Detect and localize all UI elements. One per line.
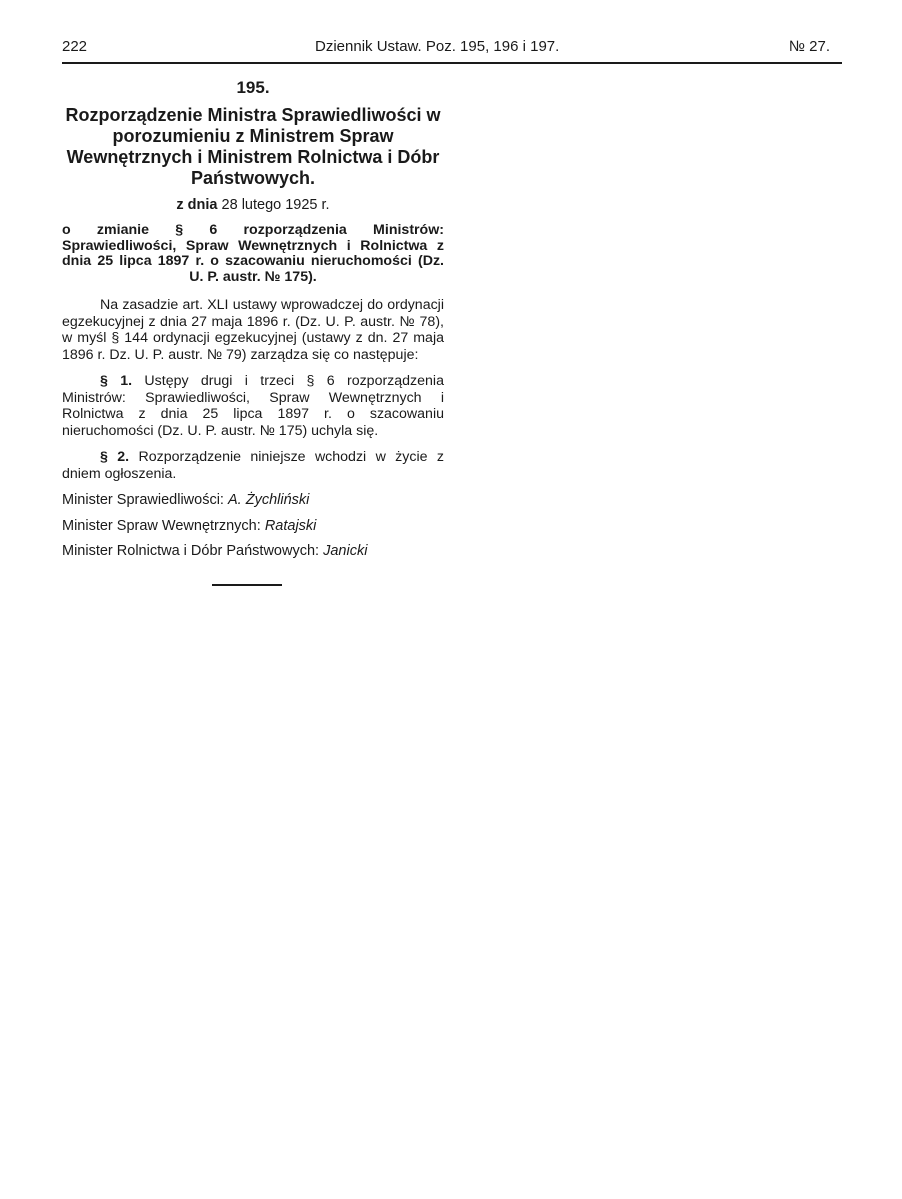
section-2-text: Rozporządzenie niniejsze wchodzi w życie z dniem ogłoszenia. [62, 449, 444, 482]
act-date-value: 28 lutego 1925 r. [221, 196, 330, 213]
running-header [62, 38, 842, 60]
act-date [62, 197, 444, 214]
act-title: Rozporządzenie Ministra Sprawiedliwości w porozumieniu z Ministrem Spraw Wewnętrznych i Ministrem Rolnictwa i Dóbr Państwowych. [65, 104, 441, 188]
preamble: Na zasadzie art. XLI ustawy wprowadczej do ordynacji egzekucyjnej z dnia 27 maja 1896 r. (Dz. U. P. austr. № 78), w myśl § 144 ordynacji egzekucyjnej (ustawy z dn. 27 maja 1896 r. Dz. U. P. austr. № 79) zarządza się co następuje: [62, 297, 444, 363]
section-2 [62, 449, 444, 482]
signature-line [62, 543, 444, 560]
signature-role: Minister Rolnictwa i Dóbr Państwowych: [62, 543, 320, 559]
page-number: 222 [62, 38, 88, 55]
signature-name: A. Żychliński [228, 492, 310, 508]
position-number: 195. [236, 78, 270, 97]
text-column [62, 80, 444, 569]
signature-name: Ratajski [264, 517, 317, 534]
act-subject: o zmianie § 6 rozporządzenia Ministrów: Sprawiedliwości, Spraw Wewnętrznych i Rolnictwa z dnia 25 lipca 1897 r. o szacowaniu nieruchomości (Dz. U. P. austr. № 175). [62, 222, 444, 285]
issue-number: № 27. [788, 38, 830, 55]
end-rule [212, 584, 282, 586]
act-date-prefix: z dnia [176, 196, 218, 213]
signature-line [62, 492, 444, 509]
signature-name: Janicki [323, 543, 368, 559]
journal-title: Dziennik Ustaw. Poz. 195, 196 i 197. [315, 38, 560, 55]
section-1 [62, 373, 444, 439]
header-rule [62, 62, 842, 64]
signature-role: Minister Sprawiedliwości: [62, 492, 224, 508]
signature-line [62, 518, 444, 535]
section-1-mark: § 1. [100, 373, 133, 389]
section-2-mark: § 2. [100, 449, 130, 465]
section-1-text: Ustępy drugi i trzeci § 6 rozporządzenia Ministrów: Sprawiedliwości, Spraw Wewnętrznych i Rolnictwa z dnia 25 lipca 1897 r. o szacowaniu nieruchomości (Dz. U. P. austr. № 175) uchyla się. [62, 373, 444, 439]
signature-role: Minister Spraw Wewnętrznych: [62, 517, 261, 534]
